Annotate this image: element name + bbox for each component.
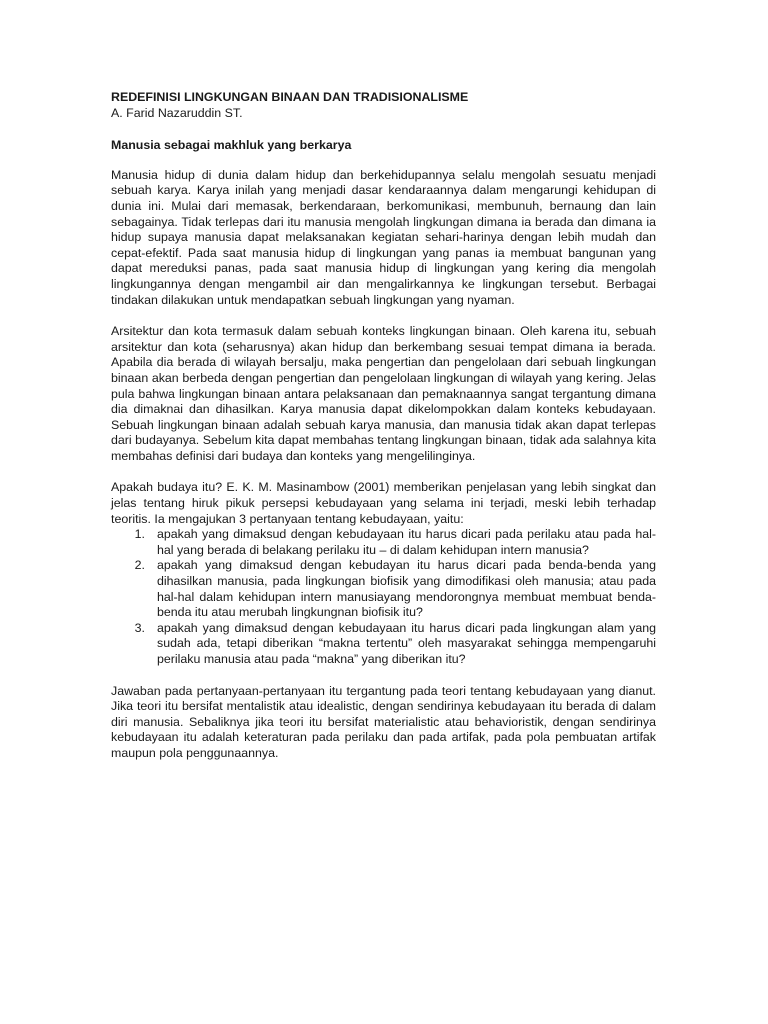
- section-heading: Manusia sebagai makhluk yang berkarya: [111, 138, 352, 153]
- paragraph-4: Jawaban pada pertanyaan-pertanyaan itu tergantung pada teori tentang kebudayaan yang dianut. Jika teori itu bersifat mentalistik atau idealistic, dengan sendirinya kebudayaan itu berada di dalam diri manusia. Sebaliknya jika teori itu bersifat materialistic atau behavioristik, dengan sendirinya kebudayaan itu adalah keteraturan pada perilaku dan pada artifak, pada pola pembuatan artifak maupun pola penggunaannya.: [111, 683, 656, 760]
- list-item-number: 2.: [134, 558, 145, 573]
- paragraph-2: Arsitektur dan kota termasuk dalam sebuah konteks lingkungan binaan. Oleh karena itu, sebuah arsitektur dan kota (seharusnya) akan hidup dan berkembang sesuai tempat dimana ia berada. Apabila dia berada di wilayah bersalju, maka pengertian dan pengelolaan dari sebuah lingkungan binaan akan berbeda dengan pengertian dan pengelolaan lingkungan di wilayah yang kering. Jelas pula bahwa lingkungan binaan antara pelaksanaan dan pemaknaannya sangat tergantung dimana dia dimaknai dan dihasilkan. Karya manusia dapat dikelompokkan dalam konteks kebudayaan. Sebuah lingkungan binaan adalah sebuah karya manusia, dan manusia tidak akan dapat terlepas dari budayanya. Sebelum kita dapat membahas tentang lingkungan binaan, tidak ada salahnya kita membahas definisi dari budaya dan konteks yang mengelilinginya.: [111, 324, 656, 463]
- list-item: [111, 621, 656, 668]
- list-item-text: apakah yang dimaksud dengan kebudayan itu harus dicari pada benda-benda yang dihasilkan manusia, pada lingkungan biofisik yang dimodifikasi oleh manusia; atau pada hal-hal dalam kehidupan intern manusiayang mendorongnya membuat membuat benda-benda itu atau merubah lingkungnan biofisik itu?: [157, 558, 656, 620]
- list-item: [111, 527, 656, 558]
- document-author: A. Farid Nazaruddin ST.: [111, 105, 243, 120]
- list-item-number: 1.: [134, 527, 145, 542]
- paragraph-3: Apakah budaya itu? E. K. M. Masinambow (2001) memberikan penjelasan yang lebih singkat dan jelas tentang hiruk pikuk persepsi kebudayaan yang selama ini terjadi, meski lebih terhadap teoritis. Ia mengajukan 3 pertanyaan tentang kebudayaan, yaitu:: [111, 480, 656, 526]
- list-item-text: apakah yang dimaksud dengan kebudayaan itu harus dicari pada perilaku atau pada hal-hal yang berada di belakang perilaku itu – di dalam kehidupan intern manusia?: [157, 527, 656, 557]
- document-page: [111, 90, 656, 762]
- list-item-number: 3.: [134, 620, 145, 635]
- document-title: REDEFINISI LINGKUNGAN BINAAN DAN TRADISIONALISME: [111, 90, 469, 104]
- list-item-text: apakah yang dimaksud dengan kebudayaan itu harus dicari pada lingkungan alam yang sudah ada, tetapi diberikan “makna tertentu” oleh masyarakat sehingga mempengaruhi perilaku manusia atau pada “makna” yang diberikan itu?: [157, 620, 656, 666]
- list-item: [111, 558, 656, 620]
- paragraph-3-block: [111, 480, 656, 667]
- question-list: [111, 527, 656, 667]
- paragraph-1: Manusia hidup di dunia dalam hidup dan berkehidupannya selalu mengolah sesuatu menjadi sebuah karya. Karya inilah yang menjadi dasar kendaraannya dalam mengarungi kehidupan di dunia ini. Mulai dari memasak, berkendaraan, berkomunikasi, membunuh, bernaung dan lain sebagainya. Tidak terlepas dari itu manusia mengolah lingkungan dimana ia berada dan dimana ia hidup supaya manusia dapat melaksanakan kegiatan sehari-harinya dengan lebih mudah dan cepat-efektif. Pada saat manusia hidup di lingkungan yang panas ia membuat bangunan yang dapat mereduksi panas, pada saat manusia hidup di lingkungan yang kering dia mengolah lingkungannya dengan mengambil air dan mengalirkannya ke lingkungan tersebut. Berbagai tindakan dilakukan untuk mendapatkan sebuah lingkungan yang nyaman.: [111, 167, 656, 307]
